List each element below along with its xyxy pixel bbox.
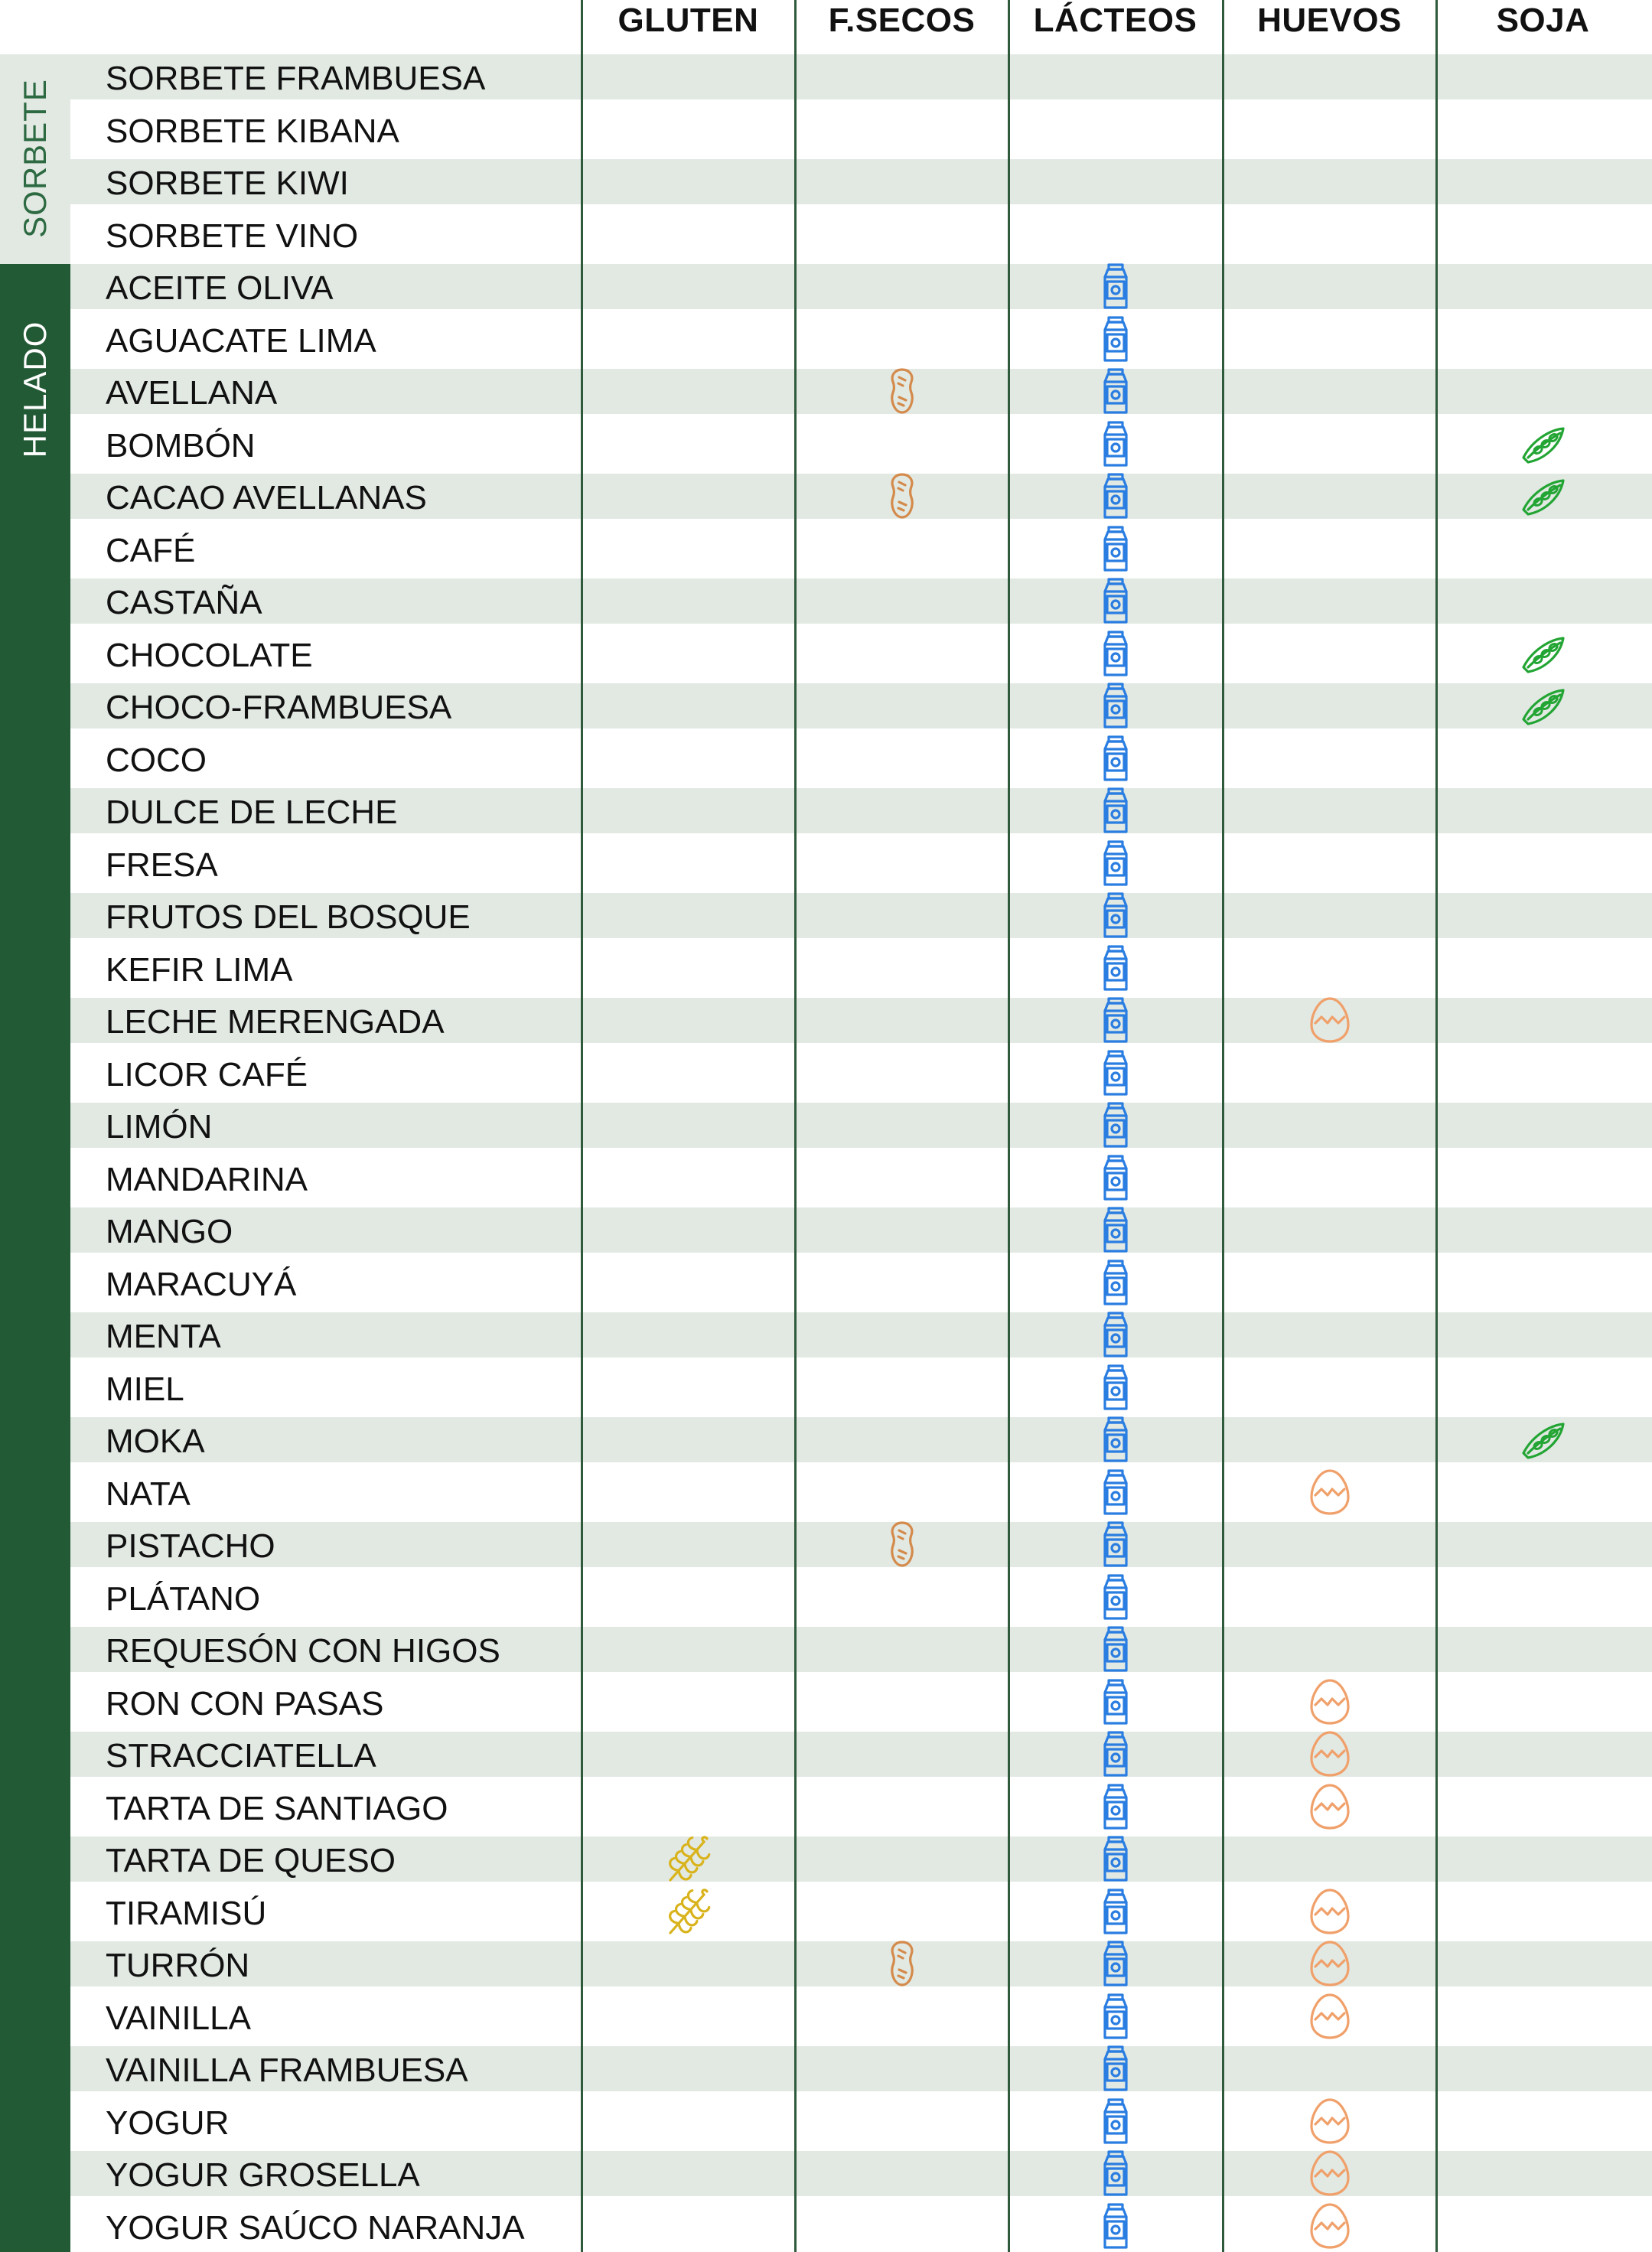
allergen-cell-huevos [1223,2149,1436,2197]
flavor-name: VAINILLA FRAMBUESA [106,2052,468,2089]
allergen-cell-huevos [1223,1783,1436,1830]
flavor-name: YOGUR [106,2104,230,2142]
allergen-cell-lacteos [1008,682,1222,729]
flavor-name: FRESA [106,846,218,884]
column-header-huevos: HUEVOS [1257,2,1402,39]
flavor-name: REQUESÓN CON HIGOS [106,1632,500,1670]
allergen-cell-lacteos [1008,1678,1222,1726]
allergen-cell-lacteos [1008,787,1222,834]
allergen-cell-lacteos [1008,1468,1222,1516]
allergen-cell-soja [1436,682,1650,729]
allergen-cell-lacteos [1008,1311,1222,1358]
table-row [0,990,1652,1043]
milk-carton-icon [1091,1572,1140,1621]
allergen-cell-gluten [582,1835,795,1882]
egg-icon [1305,996,1354,1045]
table-row [0,309,1652,362]
table-row [0,1357,1652,1410]
table-row [0,1253,1652,1305]
milk-carton-icon [1091,314,1140,363]
allergen-cell-lacteos [1008,262,1222,310]
row-stripe [70,1417,1652,1462]
table-row [0,1777,1652,1830]
table-row [0,361,1652,414]
milk-carton-icon [1091,1048,1140,1097]
table-row [0,99,1652,152]
table-row [0,519,1652,572]
row-stripe [70,578,1652,624]
table-row [0,2196,1652,2249]
flavor-name: SORBETE KIWI [106,165,349,202]
allergen-cell-huevos [1223,1730,1436,1778]
column-divider [1008,0,1010,2252]
flavor-name: NATA [106,1475,191,1513]
category-band-helado [0,264,70,2252]
allergen-cell-lacteos [1008,1625,1222,1673]
allergen-cell-lacteos [1008,891,1222,939]
table-row [0,781,1652,833]
milk-carton-icon [1091,1100,1140,1149]
flavor-name: MARACUYÁ [106,1265,297,1303]
table-row [0,1200,1652,1253]
row-stripe [70,1312,1652,1357]
flavor-name: PISTACHO [106,1527,275,1565]
flavor-name: YOGUR SAÚCO NARANJA [106,2208,525,2247]
table-row [0,571,1652,624]
milk-carton-icon [1091,2201,1140,2250]
allergen-cell-huevos [1223,1940,1436,1987]
milk-carton-icon [1091,2044,1140,2093]
allergen-cell-fsecos [795,367,1008,415]
egg-icon [1305,2201,1354,2250]
milk-carton-icon [1091,891,1140,940]
flavor-name: LIMÓN [106,1108,213,1146]
milk-carton-icon [1091,996,1140,1045]
table-row [0,1514,1652,1567]
allergen-cell-lacteos [1008,2202,1222,2250]
milk-carton-icon [1091,2149,1140,2198]
flavor-name: MIEL [106,1370,184,1408]
table-row [0,2039,1652,2091]
table-row [0,47,1652,99]
allergen-cell-fsecos [795,1520,1008,1568]
flavor-name: STRACCIATELLA [106,1737,376,1775]
allergen-cell-lacteos [1008,1154,1222,1201]
allergen-cell-fsecos [795,1940,1008,1987]
allergen-cell-lacteos [1008,367,1222,415]
wheat-icon [664,1834,713,1883]
allergen-cell-lacteos [1008,1364,1222,1411]
milk-carton-icon [1091,1415,1140,1464]
allergen-cell-lacteos [1008,2097,1222,2145]
flavor-name: MANDARINA [106,1160,308,1198]
flavor-name: MANGO [106,1213,233,1250]
flavor-name: CACAO AVELLANAS [106,479,427,517]
milk-carton-icon [1091,1520,1140,1569]
flavor-name: CHOCO-FRAMBUESA [106,689,452,726]
milk-carton-icon [1091,1887,1140,1936]
table-row [0,1148,1652,1201]
flavor-name: AGUACATE LIMA [106,321,376,360]
allergen-cell-lacteos [1008,1520,1222,1568]
allergen-cell-lacteos [1008,944,1222,992]
flavor-name: TIRAMISÚ [106,1894,267,1932]
peanut-icon [878,1520,927,1569]
egg-icon [1305,2149,1354,2198]
allergen-cell-lacteos [1008,525,1222,572]
allergen-cell-lacteos [1008,1259,1222,1306]
column-divider [581,0,583,2252]
table-row [0,1462,1652,1515]
table-row [0,1095,1652,1148]
flavor-name: TARTA DE SANTIAGO [106,1789,448,1827]
peanut-icon [878,367,927,416]
flavor-name: AVELLANA [106,374,278,412]
soy-pod-icon [1519,681,1568,730]
table-row [0,152,1652,204]
allergen-cell-lacteos [1008,577,1222,624]
milk-carton-icon [1091,524,1140,573]
wheat-icon [664,1887,713,1936]
milk-carton-icon [1091,1258,1140,1307]
allergen-cell-lacteos [1008,1888,1222,1935]
allergen-cell-soja [1436,1416,1650,1463]
soy-pod-icon [1519,1415,1568,1464]
flavor-name: SORBETE VINO [106,217,359,255]
allergen-cell-huevos [1223,2202,1436,2250]
milk-carton-icon [1091,576,1140,625]
table-row [0,1829,1652,1882]
flavor-name: TURRÓN [106,1947,250,1984]
allergen-cell-lacteos [1008,1993,1222,2040]
table-row [0,1934,1652,1986]
milk-carton-icon [1091,1992,1140,2041]
allergen-cell-soja [1436,420,1650,468]
peanut-icon [878,471,927,520]
column-header-fsecos: F.SECOS [828,2,976,39]
milk-carton-icon [1091,1205,1140,1254]
table-row [0,466,1652,519]
milk-carton-icon [1091,1939,1140,1988]
category-label: SORBETE [17,79,53,238]
flavor-name: BOMBÓN [106,426,256,464]
milk-carton-icon [1091,1310,1140,1359]
allergen-cell-lacteos [1008,1783,1222,1830]
table-row [0,2091,1652,2144]
milk-carton-icon [1091,681,1140,730]
table-row [0,833,1652,886]
flavor-name: RON CON PASAS [106,1684,384,1722]
table-row [0,885,1652,938]
milk-carton-icon [1091,1834,1140,1883]
table-row [0,676,1652,728]
milk-carton-icon [1091,734,1140,783]
allergen-cell-huevos [1223,1993,1436,2040]
milk-carton-icon [1091,786,1140,835]
table-row [0,1672,1652,1725]
milk-carton-icon [1091,367,1140,416]
allergen-cell-lacteos [1008,2149,1222,2197]
allergen-cell-huevos [1223,1678,1436,1726]
egg-icon [1305,1677,1354,1726]
allergen-cell-gluten [582,1888,795,1935]
table-row [0,1619,1652,1672]
allergen-cell-lacteos [1008,315,1222,363]
flavor-name: LICOR CAFÉ [106,1055,308,1093]
allergen-cell-soja [1436,630,1650,677]
milk-carton-icon [1091,1625,1140,1674]
milk-carton-icon [1091,839,1140,888]
table-row [0,1567,1652,1620]
soy-pod-icon [1519,629,1568,678]
flavor-name: CASTAÑA [106,584,262,621]
table-row [0,624,1652,676]
allergen-cell-huevos [1223,996,1436,1044]
flavor-name: FRUTOS DEL BOSQUE [106,898,471,936]
table-row [0,1986,1652,2039]
flavor-name: DULCE DE LECHE [106,794,398,831]
egg-icon [1305,1468,1354,1517]
flavor-name: VAINILLA [106,1999,251,2037]
allergen-cell-fsecos [795,472,1008,520]
egg-icon [1305,1729,1354,1778]
egg-icon [1305,1887,1354,1936]
milk-carton-icon [1091,943,1140,992]
table-row [0,1882,1652,1934]
flavor-name: KEFIR LIMA [106,950,293,989]
egg-icon [1305,2097,1354,2146]
allergen-cell-lacteos [1008,1835,1222,1882]
table-row [0,938,1652,991]
allergen-cell-lacteos [1008,1101,1222,1149]
allergen-cell-lacteos [1008,420,1222,468]
milk-carton-icon [1091,1363,1140,1412]
milk-carton-icon [1091,2097,1140,2146]
soy-pod-icon [1519,471,1568,520]
flavor-name: SORBETE KIBANA [106,112,399,150]
flavor-name: CHOCOLATE [106,636,313,674]
allergen-cell-huevos [1223,2097,1436,2145]
allergen-cell-lacteos [1008,1940,1222,1987]
flavor-name: PLÁTANO [106,1579,261,1618]
flavor-name: COCO [106,741,207,779]
row-stripe [70,1103,1652,1148]
allergen-cell-lacteos [1008,630,1222,677]
allergen-cell-huevos [1223,1888,1436,1935]
column-header-soja: SOJA [1496,2,1590,39]
table-header [0,0,1652,49]
table-row [0,2143,1652,2196]
table-row [0,1724,1652,1777]
table-row [0,728,1652,781]
soy-pod-icon [1519,419,1568,468]
milk-carton-icon [1091,1468,1140,1517]
milk-carton-icon [1091,1729,1140,1778]
egg-icon [1305,1939,1354,1988]
column-header-lacteos: LÁCTEOS [1033,2,1197,39]
flavor-name: LECHE MERENGADA [106,1003,445,1041]
table-row [0,256,1652,309]
allergen-cell-lacteos [1008,1049,1222,1097]
milk-carton-icon [1091,1677,1140,1726]
row-stripe [70,1207,1652,1253]
column-divider [1222,0,1224,2252]
allergen-cell-lacteos [1008,2045,1222,2092]
column-header-gluten: GLUTEN [617,2,759,39]
milk-carton-icon [1091,419,1140,468]
table-row [0,1305,1652,1357]
column-divider [794,0,797,2252]
flavor-name: TARTA DE QUESO [106,1842,396,1879]
egg-icon [1305,1782,1354,1831]
allergen-cell-huevos [1223,1468,1436,1516]
allergen-cell-lacteos [1008,1573,1222,1621]
allergen-cell-lacteos [1008,1206,1222,1253]
allergen-cell-lacteos [1008,1730,1222,1778]
allergen-cell-soja [1436,472,1650,520]
flavor-name: MOKA [106,1423,205,1460]
flavor-name: MENTA [106,1318,221,1355]
table-row [0,1043,1652,1096]
milk-carton-icon [1091,471,1140,520]
allergen-cell-lacteos [1008,472,1222,520]
allergen-cell-lacteos [1008,996,1222,1044]
table-row [0,1410,1652,1462]
egg-icon [1305,1992,1354,2041]
flavor-name: SORBETE FRAMBUESA [106,60,486,97]
milk-carton-icon [1091,262,1140,311]
category-band-sorbete [0,54,70,264]
peanut-icon [878,1939,927,1988]
allergen-cell-lacteos [1008,839,1222,887]
milk-carton-icon [1091,1153,1140,1202]
category-label: HELADO [17,321,53,458]
flavor-name: YOGUR GROSELLA [106,2156,420,2194]
flavor-name: CAFÉ [106,531,196,569]
allergen-cell-lacteos [1008,735,1222,782]
flavor-name: ACEITE OLIVA [106,269,334,307]
milk-carton-icon [1091,1782,1140,1831]
allergen-cell-lacteos [1008,1416,1222,1463]
milk-carton-icon [1091,629,1140,678]
table-row [0,204,1652,257]
table-row [0,414,1652,467]
column-divider [1435,0,1438,2252]
